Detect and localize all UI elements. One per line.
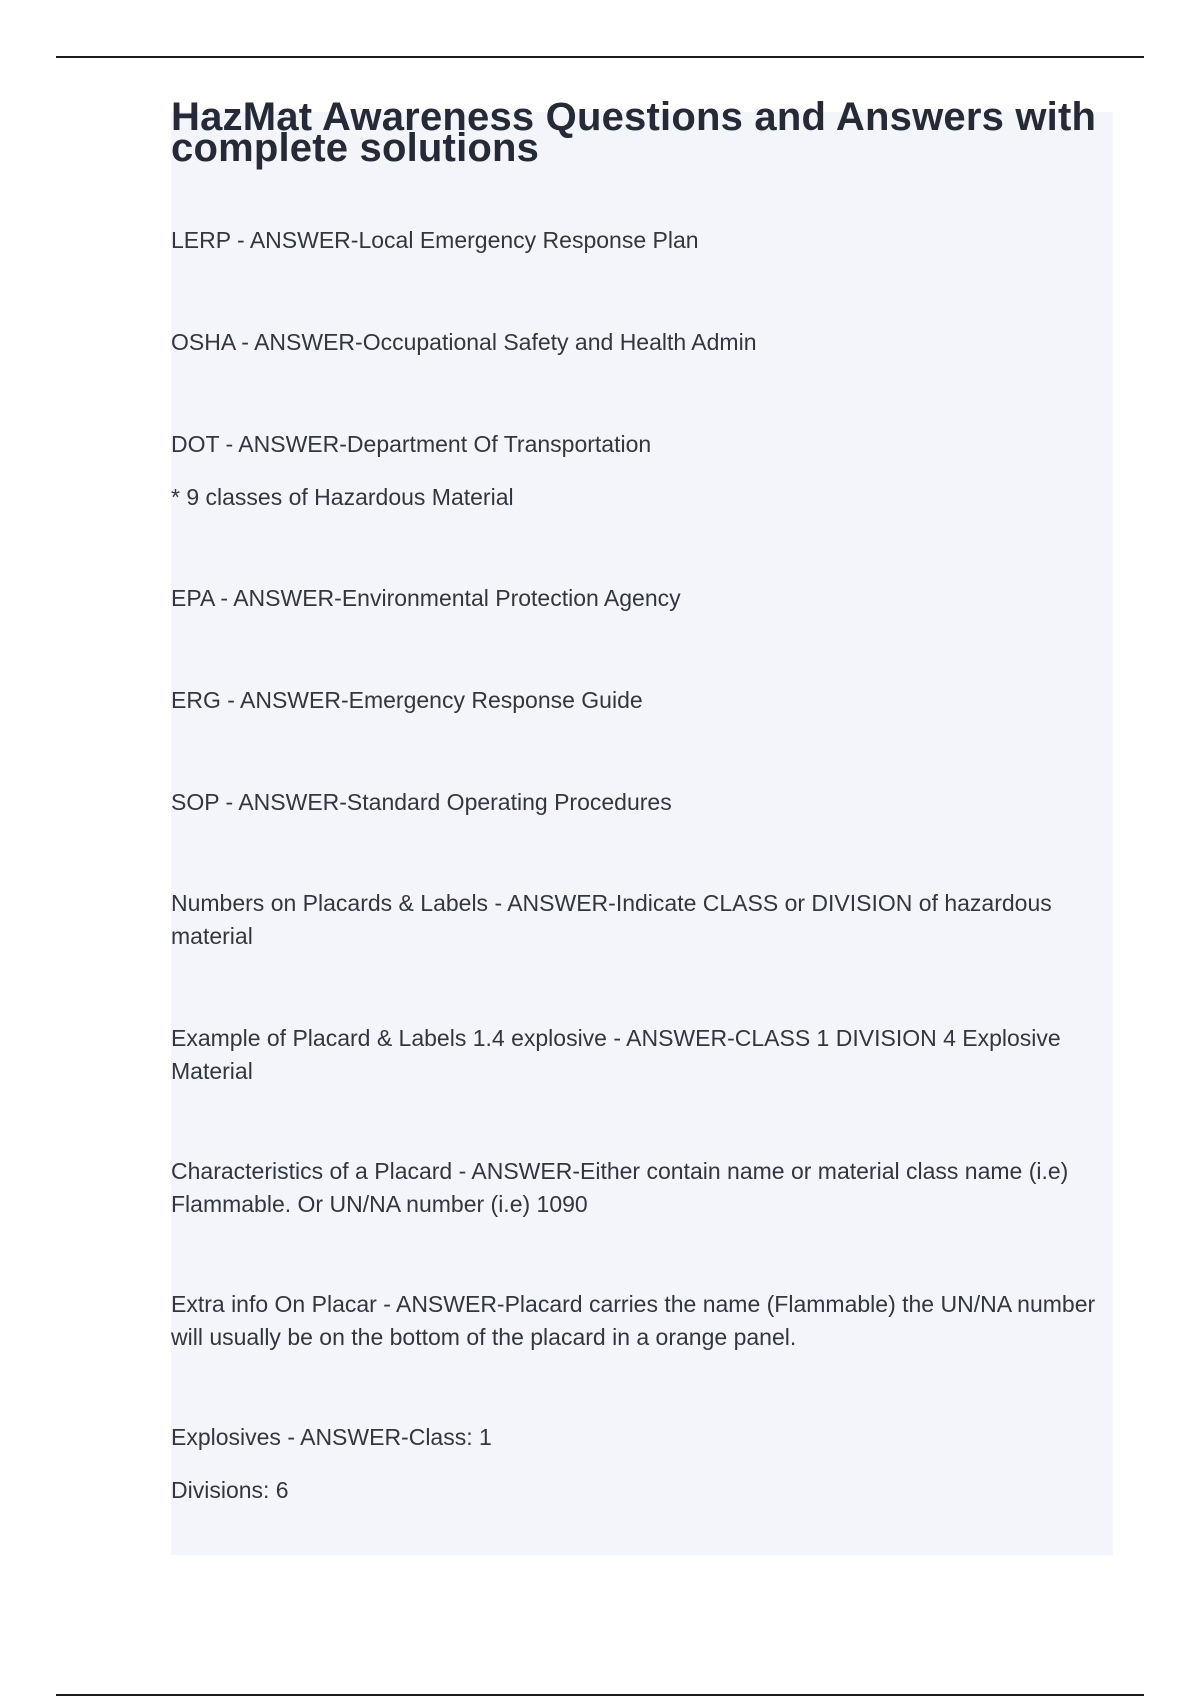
qa-text: OSHA - ANSWER-Occupational Safety and Health Admin (171, 329, 757, 355)
qa-item-explosives (171, 1421, 1121, 1507)
document-title: HazMat Awareness Questions and Answers with complete solutions (171, 95, 1097, 170)
qa-item-epa (171, 582, 1121, 615)
qa-text: ERG - ANSWER-Emergency Response Guide (171, 687, 643, 713)
bottom-rule (56, 1694, 1144, 1696)
qa-item-placard-numbers (171, 887, 1121, 953)
qa-text: Explosives - ANSWER-Class: 1 (171, 1424, 492, 1450)
qa-item-placard-example (171, 1022, 1121, 1088)
qa-item-dot (171, 428, 1121, 514)
qa-item-osha (171, 326, 1121, 359)
qa-text: EPA - ANSWER-Environmental Protection Agency (171, 585, 681, 611)
qa-item-sop (171, 786, 1121, 819)
top-rule (56, 56, 1144, 58)
qa-item-placard-extra-info (171, 1288, 1121, 1354)
qa-item-lerp (171, 224, 1121, 257)
qa-text: DOT - ANSWER-Department Of Transportation (171, 431, 652, 457)
qa-text: Characteristics of a Placard - ANSWER-Either contain name or material class name (i.e) Flammable. Or UN/NA number (i.e) 1090 (171, 1158, 1069, 1217)
qa-text: LERP - ANSWER-Local Emergency Response Plan (171, 227, 699, 253)
qa-text: Extra info On Placar - ANSWER-Placard carries the name (Flammable) the UN/NA number will usually be on the bottom of the placard in a orange panel. (171, 1291, 1096, 1350)
qa-extra: * 9 classes of Hazardous Material (171, 484, 514, 510)
qa-item-erg (171, 684, 1121, 717)
qa-text: Numbers on Placards & Labels - ANSWER-Indicate CLASS or DIVISION of hazardous material (171, 890, 1052, 949)
qa-text: Example of Placard & Labels 1.4 explosive - ANSWER-CLASS 1 DIVISION 4 Explosive Material (171, 1025, 1061, 1084)
qa-extra: Divisions: 6 (171, 1477, 289, 1503)
qa-item-placard-characteristics (171, 1155, 1121, 1221)
qa-text: SOP - ANSWER-Standard Operating Procedures (171, 789, 672, 815)
